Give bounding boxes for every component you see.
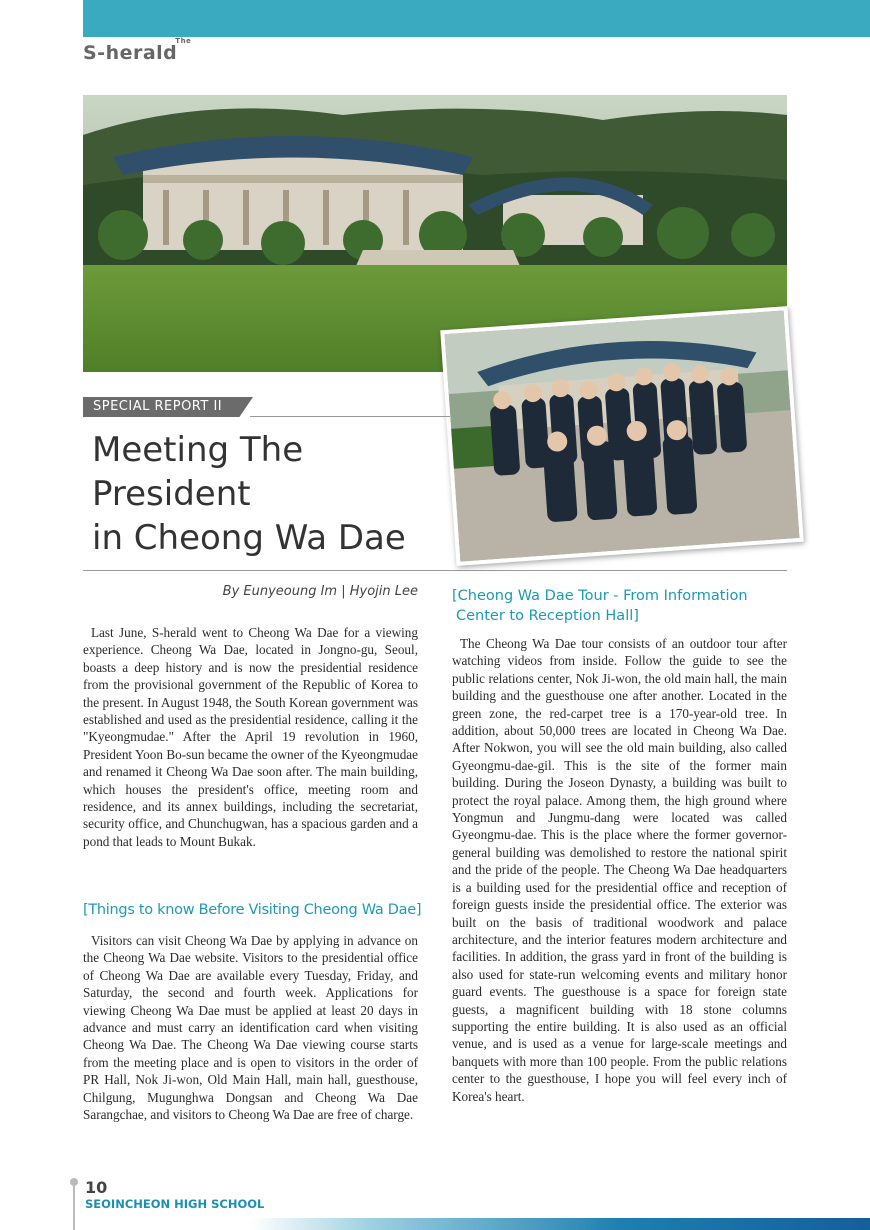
section2-title-line-2: Center to Reception Hall] xyxy=(456,608,639,624)
top-accent-bar xyxy=(83,0,870,37)
section2-column xyxy=(452,635,787,1105)
intro-column xyxy=(83,624,418,850)
group-photo xyxy=(440,306,804,566)
bottom-accent-bar xyxy=(250,1218,870,1230)
section-label: SPECIAL REPORT II xyxy=(93,399,223,414)
headline xyxy=(92,428,452,560)
masthead-name: S-herald xyxy=(83,42,178,64)
section2-paragraph: The Cheong Wa Dae tour consists of an outdoor tour after watching videos from inside. Follow the guide to see the public relations center, Nok Ji-won, the old main hall, the main building and the guesthouse one after another. Located in the green zone, the red-carpet tree is a 170-year-old tree. In addition, about 50,000 trees are located in Cheong Wa Dae. After Nokwon, you will see the old main building, also called Gyeongmu-dae-gil. This is the site of the former main building. During the Joseon Dynasty, a building was built to protect the royal palace. Among them, the high ground where Yongmun and Jungmu-dang were located was called Gyeongmu-dae. This is the place where the former governor-general building was demolished to restore the national spirit and the pride of the people. The Cheong Wa Dae headquarters is a building used for the presidential office and reception of foreign guests inside the presidential office. The exterior was built on the basis of traditional woodwork and palace architecture, and the interior features modern architecture and facilities. In addition, the grass yard in front of the building is also used for state-run welcoming events and military honor guard events. The guesthouse is a space for foreign state guests, a magnificent building with 18 stone columns supporting the entire building. It is also used as an official venue, and is used as a venue for large-scale meetings and banquets with more than 100 people. From the public relations center to the guesthouse, I hope you will feel every inch of Korea's heart. xyxy=(452,636,787,1104)
section1-paragraph: Visitors can visit Cheong Wa Dae by applying in advance on the Cheong Wa Dae website. Visitors to the presidential office of Cheong Wa Dae are available every Tuesday, Friday, and Saturday, the second and fourth week. Applications for viewing Cheong Wa Dae must be applied at least 20 days in advance and must carry an identification card when visiting Cheong Wa Dae. The Cheong Wa Dae viewing course starts from the meeting place and is open to visitors in the order of PR Hall, Nok Ji-won, Old Main Hall, main hall, guesthouse, Chilgung, Mugunghwa Dongsan and Cheong Wa Dae Sarangchae, and visitors to Cheong Wa Dae are free of charge. xyxy=(83,933,418,1123)
section2-title xyxy=(452,586,792,626)
page-number: 10 xyxy=(85,1178,108,1197)
section2-title-line-1: [Cheong Wa Dae Tour - From Information xyxy=(452,588,748,604)
masthead-prefix: The xyxy=(175,36,192,45)
intro-paragraph: Last June, S-herald went to Cheong Wa Dae for a viewing experience. Cheong Wa Dae, located in Jongno-gu, Seoul, boasts a deep history and is now the presidential residence from the provisional government of the Republic of Korea to the present. In August 1948, the South Korean government was established and used as the presidential residence, calling it the "Kyeongmudae." After the April 19 revolution in 1960, President Yoon Bo-sun became the owner of the Kyeongmudae and renamed it Cheong Wa Dae soon after. The main building, which houses the president's office, meeting room and residence, and its annex buildings, including the secretariat, security office, and Chunchugwan, has a spacious garden and a pond that leads to Mount Bukak. xyxy=(83,625,418,849)
headline-line-1: Meeting The xyxy=(92,430,304,470)
section1-column xyxy=(83,932,418,1123)
headline-line-2: President xyxy=(92,474,251,514)
school-name: SEOINCHEON HIGH SCHOOL xyxy=(85,1197,265,1211)
footer-line xyxy=(73,1181,75,1230)
byline: By Eunyeoung Im | Hyojin Lee xyxy=(222,584,418,599)
section1-title: [Things to know Before Visiting Cheong Wa Dae] xyxy=(83,902,422,918)
label-rule xyxy=(250,416,450,417)
divider xyxy=(83,570,787,571)
headline-line-3: in Cheong Wa Dae xyxy=(92,518,406,558)
masthead-logo xyxy=(83,36,192,64)
